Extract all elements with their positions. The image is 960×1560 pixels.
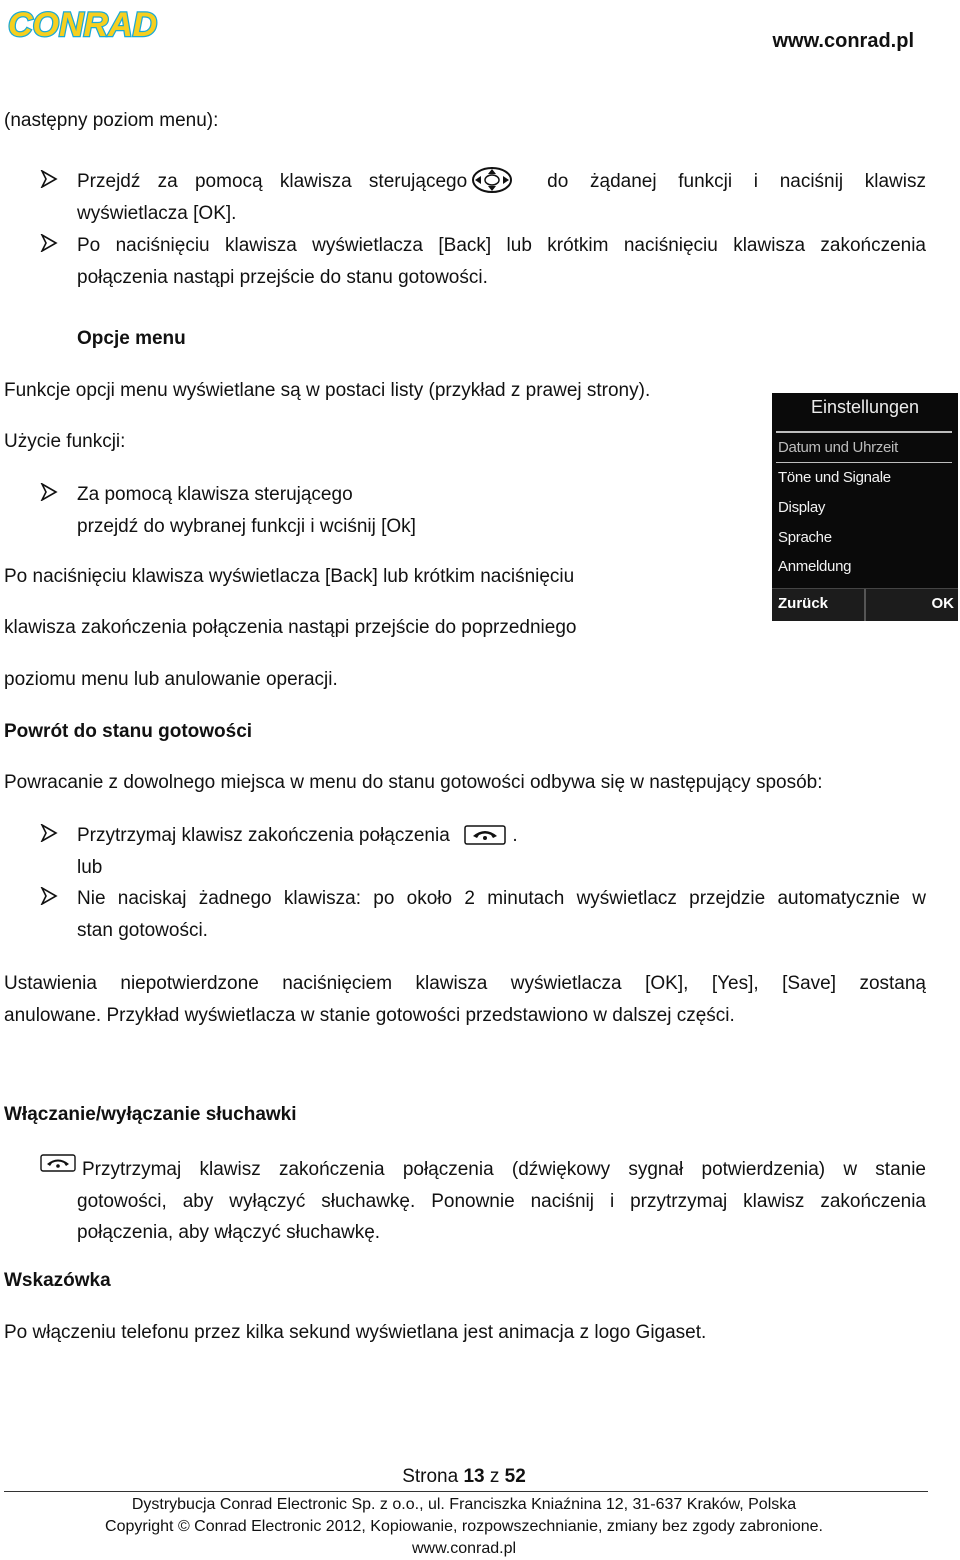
ustawienia-paragraph — [4, 968, 926, 1031]
end-call-key-icon — [463, 824, 507, 848]
uzycie-label: Użycie funkcji: — [4, 431, 126, 452]
ustawienia-line-1: Ustawienia niepotwierdzone naciśnięciem klawisza wyświetlacza [OK], [Yes], [Save] zostaną — [4, 973, 926, 994]
display-selection-line — [776, 462, 952, 463]
display-menu-item[interactable]: Sprache — [778, 529, 832, 546]
bullet-text: Nie naciskaj żadnego klawisza: po około 2 minutach wyświetlacz przejdzie automatycznie w — [77, 888, 926, 909]
bullet-text-line2: wyświetlacza [OK]. — [77, 202, 237, 224]
footer-copyright: Copyright © Conrad Electronic 2012, Kopiowanie, rozpowszechnianie, zmiany bez zgody zabronione. — [105, 1518, 823, 1535]
display-title: Einstellungen — [810, 397, 920, 417]
list-item — [40, 232, 926, 292]
page-total: 52 — [504, 1466, 526, 1487]
list-item — [40, 885, 926, 945]
back-text-1: Po naciśnięciu klawisza wyświetlacza [Back] lub krótkim naciśnięciu — [4, 566, 575, 587]
bullet-text: Przytrzymaj klawisz zakończenia połączenia — [77, 825, 450, 846]
display-softkey-bar — [772, 588, 958, 621]
back-text-2: klawisza zakończenia połączenia nastąpi przejście do poprzedniego — [4, 617, 577, 638]
list-item — [40, 168, 926, 228]
powrot-text: Powracanie z dowolnego miejsca w menu do stanu gotowości odbywa się w następujący sposób: — [4, 772, 823, 793]
heading-wskazowka: Wskazówka — [4, 1270, 111, 1291]
arrow-bullet-icon — [40, 887, 58, 905]
footer-divider — [4, 1491, 928, 1492]
softkey-ok[interactable]: OK — [931, 595, 954, 612]
bullet-text: Po naciśnięciu klawisza wyświetlacza [Back] lub krótkim naciśnięciu klawisza zakończenia — [77, 235, 926, 256]
arrow-bullet-icon — [40, 824, 58, 842]
opcje-text: Funkcje opcji menu wyświetlane są w postaci listy (przykład z prawej strony). — [4, 380, 651, 401]
page-of: z — [489, 1466, 500, 1487]
page-current: 13 — [463, 1466, 485, 1487]
bullet-text-cont: do żądanej funkcji i naciśnij klawisz — [547, 171, 926, 192]
wlaczanie-line-2: gotowości, aby wyłączyć słuchawkę. Ponownie naciśnij i przytrzymaj klawisz zakończenia — [77, 1190, 926, 1212]
display-separator — [776, 431, 952, 433]
navigation-key-icon — [471, 166, 513, 194]
footer-address: Dystrybucja Conrad Electronic Sp. z o.o., ul. Franciszka Kniaźnina 12, 31-637 Kraków, Polska — [131, 1496, 797, 1513]
display-menu-item[interactable]: Töne und Signale — [778, 469, 891, 486]
lub-text: lub — [77, 856, 103, 878]
display-menu-item[interactable]: Datum und Uhrzeit — [778, 439, 898, 456]
logo-text: CONRAD — [8, 6, 158, 44]
heading-powrot: Powrót do stanu gotowości — [4, 721, 253, 742]
conrad-logo — [6, 4, 158, 44]
wlaczanie-line-1: Przytrzymaj klawisz zakończenia połączenia (dźwiękowy sygnał potwierdzenia) w stanie — [82, 1159, 926, 1180]
arrow-bullet-icon — [40, 483, 58, 501]
footer-url[interactable]: www.conrad.pl — [411, 1540, 517, 1557]
display-menu-item[interactable]: Anmeldung — [778, 558, 852, 575]
intro-text: (następny poziom menu): — [4, 110, 219, 131]
arrow-bullet-icon — [40, 234, 58, 252]
heading-opcje-menu: Opcje menu — [77, 328, 186, 349]
bullet-text: Za pomocą klawisza sterującego — [77, 484, 353, 505]
softkey-divider — [864, 589, 866, 621]
wskazowka-text: Po włączeniu telefonu przez kilka sekund wyświetlana jest animacja z logo Gigaset. — [4, 1322, 707, 1343]
wlaczanie-paragraph — [77, 1154, 926, 1249]
page-number — [0, 1466, 928, 1488]
list-item — [40, 481, 740, 543]
end-call-key-icon — [40, 1154, 76, 1174]
arrow-bullet-icon — [40, 170, 58, 188]
bullet-text: Przejdź za pomocą klawisza sterującego — [77, 171, 468, 192]
back-text-3: poziomu menu lub anulowanie operacji. — [4, 669, 338, 690]
bullet-text-line2: przejdź do wybranej funkcji i wciśnij [Ok] — [77, 515, 416, 537]
list-item — [40, 822, 926, 882]
phone-display — [772, 393, 958, 621]
bullet-text-line2: stan gotowości. — [77, 919, 208, 941]
wlaczanie-line-3: połączenia, aby włączyć słuchawkę. — [77, 1222, 381, 1243]
bullet-text-line2: połączenia nastąpi przejście do stanu gotowości. — [77, 266, 488, 288]
softkey-back[interactable]: Zurück — [778, 595, 829, 612]
bullet-period: . — [512, 825, 518, 846]
site-url[interactable]: www.conrad.pl — [772, 30, 914, 52]
ustawienia-line-2: anulowane. Przykład wyświetlacza w stanie gotowości przedstawiono w dalszej części. — [4, 1004, 735, 1026]
display-menu-item[interactable]: Display — [778, 499, 826, 516]
heading-wlaczanie: Włączanie/wyłączanie słuchawki — [4, 1104, 297, 1125]
page-label: Strona — [402, 1466, 459, 1487]
